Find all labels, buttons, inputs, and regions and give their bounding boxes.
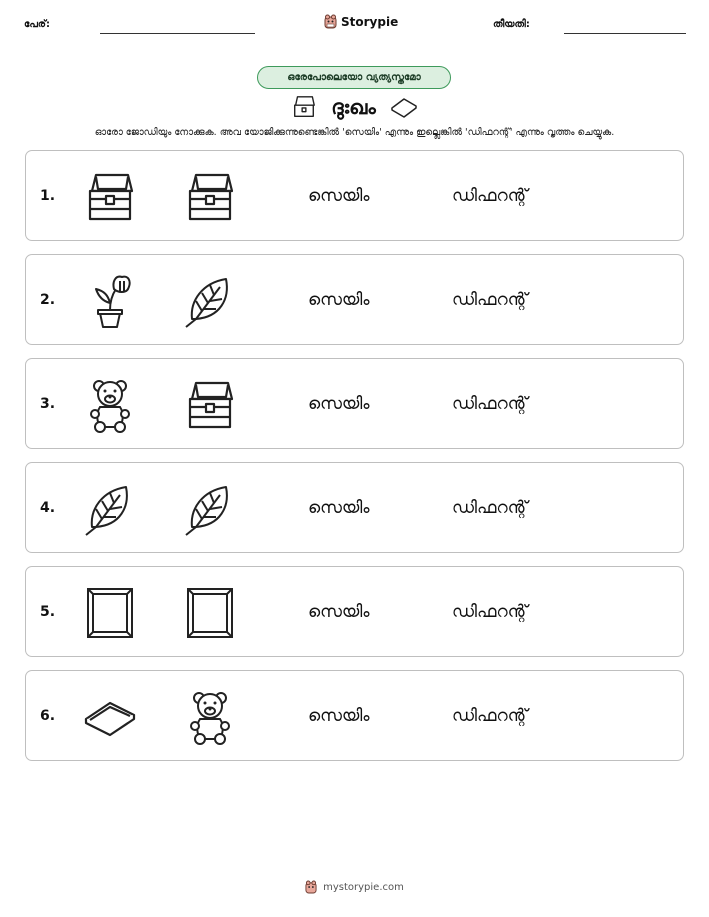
question-number: 3. xyxy=(40,395,56,412)
date-label: തീയതി: xyxy=(493,19,530,30)
teddy-icon xyxy=(182,689,238,745)
option-same[interactable]: സെയിം xyxy=(308,497,370,518)
option-different[interactable]: ഡിഫറന്റ് xyxy=(452,289,528,310)
footer-url[interactable]: mystorypie.com xyxy=(323,881,404,893)
worksheet-type-badge: ഒരേപോലെയോ വ്യത്യസ്തമോ xyxy=(257,66,451,89)
option-different[interactable]: ഡിഫറന്റ് xyxy=(452,497,528,518)
name-line[interactable] xyxy=(100,33,255,34)
chest-icon xyxy=(291,94,317,120)
chest-icon xyxy=(182,169,238,225)
page-title: ദുഃഖം xyxy=(331,95,376,119)
question-number: 6. xyxy=(40,707,56,724)
question-row xyxy=(25,358,684,449)
option-different[interactable]: ഡിഫറന്റ് xyxy=(452,705,528,726)
storypie-mascot-icon xyxy=(324,14,337,29)
question-row xyxy=(25,462,684,553)
frame-icon xyxy=(82,585,138,641)
option-same[interactable]: സെയിം xyxy=(308,185,370,206)
book-icon xyxy=(82,689,138,745)
chest-icon xyxy=(182,377,238,433)
question-number: 4. xyxy=(40,499,56,516)
option-same[interactable]: സെയിം xyxy=(308,705,370,726)
flower-icon xyxy=(82,273,138,329)
footer xyxy=(0,880,709,894)
name-label: പേര്: xyxy=(24,19,50,30)
chest-icon xyxy=(82,169,138,225)
option-same[interactable]: സെയിം xyxy=(308,393,370,414)
frame-icon xyxy=(182,585,238,641)
question-number: 2. xyxy=(40,291,56,308)
option-same[interactable]: സെയിം xyxy=(308,289,370,310)
title-row xyxy=(0,92,709,122)
storypie-mascot-icon xyxy=(305,880,317,894)
question-row xyxy=(25,670,684,761)
option-same[interactable]: സെയിം xyxy=(308,601,370,622)
leaf-icon xyxy=(182,273,238,329)
question-number: 5. xyxy=(40,603,56,620)
book-icon xyxy=(390,96,418,118)
teddy-icon xyxy=(82,377,138,433)
option-different[interactable]: ഡിഫറന്റ് xyxy=(452,393,528,414)
leaf-icon xyxy=(182,481,238,537)
date-line[interactable] xyxy=(564,33,686,34)
option-different[interactable]: ഡിഫറന്റ് xyxy=(452,185,528,206)
brand-name: Storypie xyxy=(341,14,399,29)
question-number: 1. xyxy=(40,187,56,204)
brand-logo xyxy=(324,14,398,29)
instructions: ഓരോ ജോഡിയും നോക്കുക. അവ യോജിക്കുന്നുണ്ടെങ്കിൽ 'സെയിം' എന്നും ഇല്ലെങ്കിൽ 'ഡിഫറന്റ്' എന്നും വൃത്തം ചെയ്യുക. xyxy=(94,127,615,138)
leaf-icon xyxy=(82,481,138,537)
question-row xyxy=(25,566,684,657)
option-different[interactable]: ഡിഫറന്റ് xyxy=(452,601,528,622)
question-row xyxy=(25,254,684,345)
question-row xyxy=(25,150,684,241)
